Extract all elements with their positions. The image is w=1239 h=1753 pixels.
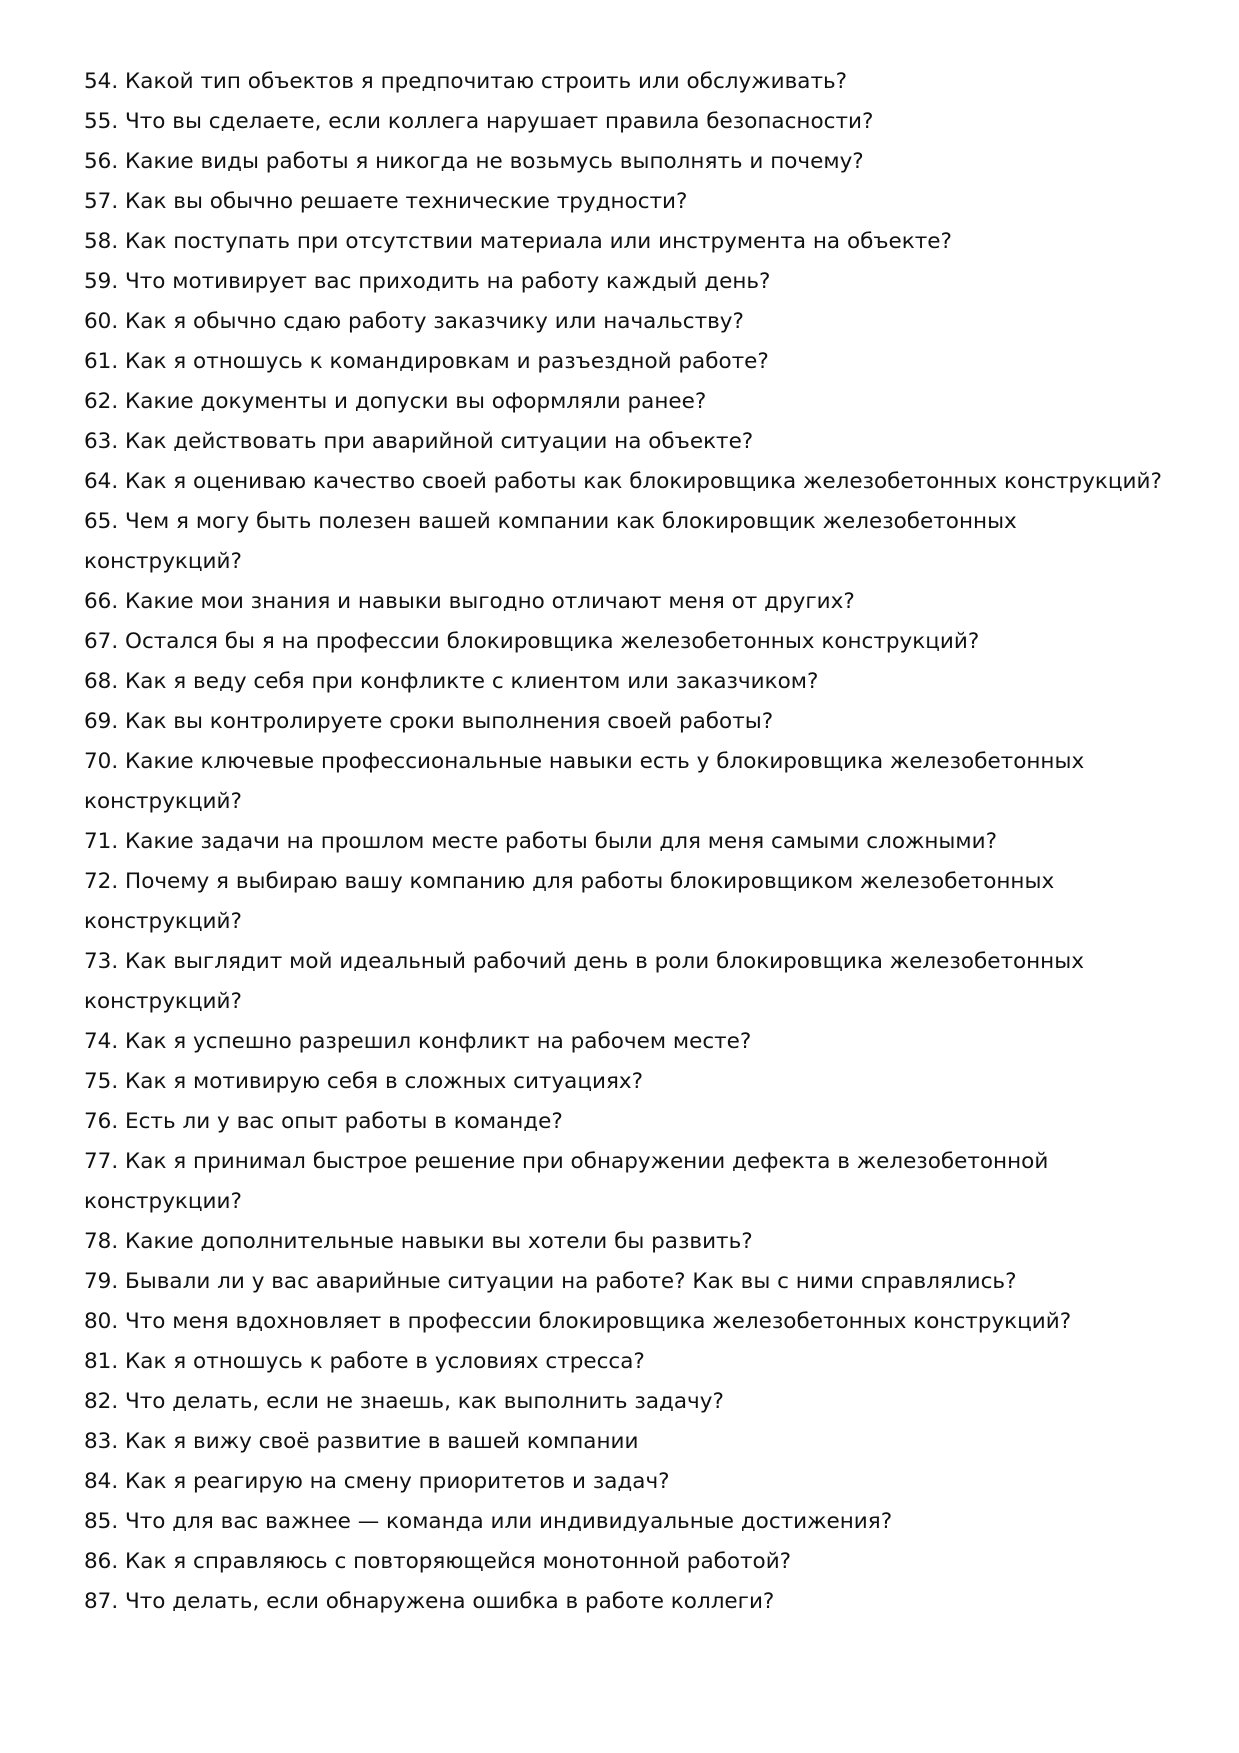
question-item: 55. Что вы сделаете, если коллега нарушает правила безопасности? bbox=[84, 109, 874, 134]
question-item: 83. Как я вижу своё развитие в вашей компании bbox=[84, 1429, 639, 1454]
question-item: 76. Есть ли у вас опыт работы в команде? bbox=[84, 1109, 563, 1134]
question-item: 78. Какие дополнительные навыки вы хотели бы развить? bbox=[84, 1229, 753, 1254]
question-item: 68. Как я веду себя при конфликте с клиентом или заказчиком? bbox=[84, 669, 819, 694]
question-item: 64. Как я оцениваю качество своей работы как блокировщика железобетонных конструкций? bbox=[84, 469, 1162, 494]
question-item: 75. Как я мотивирую себя в сложных ситуациях? bbox=[84, 1069, 644, 1094]
question-item: 69. Как вы контролируете сроки выполнения своей работы? bbox=[84, 709, 774, 734]
question-item: 67. Остался бы я на профессии блокировщика железобетонных конструкций? bbox=[84, 629, 980, 654]
question-item: 77. Как я принимал быстрое решение при обнаружении дефекта в железобетонной конструкции? bbox=[84, 1149, 1049, 1214]
question-item: 80. Что меня вдохновляет в профессии блокировщика железобетонных конструкций? bbox=[84, 1309, 1072, 1334]
question-item: 86. Как я справляюсь с повторяющейся монотонной работой? bbox=[84, 1549, 792, 1574]
question-item: 79. Бывали ли у вас аварийные ситуации на работе? Как вы с ними справлялись? bbox=[84, 1269, 1017, 1294]
question-item: 71. Какие задачи на прошлом месте работы были для меня самыми сложными? bbox=[84, 829, 997, 854]
question-item: 63. Как действовать при аварийной ситуации на объекте? bbox=[84, 429, 754, 454]
question-item: 84. Как я реагирую на смену приоритетов и задач? bbox=[84, 1469, 670, 1494]
question-list bbox=[84, 62, 1164, 1622]
question-item: 74. Как я успешно разрешил конфликт на рабочем месте? bbox=[84, 1029, 752, 1054]
question-item: 57. Как вы обычно решаете технические трудности? bbox=[84, 189, 688, 214]
question-item: 70. Какие ключевые профессиональные навыки есть у блокировщика железобетонных конструкций? bbox=[84, 749, 1085, 814]
question-item: 82. Что делать, если не знаешь, как выполнить задачу? bbox=[84, 1389, 724, 1414]
question-item: 61. Как я отношусь к командировкам и разъездной работе? bbox=[84, 349, 769, 374]
question-item: 81. Как я отношусь к работе в условиях стресса? bbox=[84, 1349, 645, 1374]
question-item: 72. Почему я выбираю вашу компанию для работы блокировщиком железобетонных конструкций? bbox=[84, 869, 1055, 934]
question-item: 54. Какой тип объектов я предпочитаю строить или обслуживать? bbox=[84, 69, 848, 94]
question-item: 73. Как выглядит мой идеальный рабочий день в роли блокировщика железобетонных конструкций? bbox=[84, 949, 1084, 1014]
question-item: 85. Что для вас важнее — команда или индивидуальные достижения? bbox=[84, 1509, 893, 1534]
question-item: 66. Какие мои знания и навыки выгодно отличают меня от других? bbox=[84, 589, 855, 614]
question-item: 60. Как я обычно сдаю работу заказчику или начальству? bbox=[84, 309, 744, 334]
question-item: 58. Как поступать при отсутствии материала или инструмента на объекте? bbox=[84, 229, 952, 254]
question-item: 56. Какие виды работы я никогда не возьмусь выполнять и почему? bbox=[84, 149, 864, 174]
question-item: 87. Что делать, если обнаружена ошибка в работе коллеги? bbox=[84, 1589, 775, 1614]
question-item: 59. Что мотивирует вас приходить на работу каждый день? bbox=[84, 269, 771, 294]
question-item: 65. Чем я могу быть полезен вашей компании как блокировщик железобетонных конструкций? bbox=[84, 509, 1017, 574]
question-item: 62. Какие документы и допуски вы оформляли ранее? bbox=[84, 389, 707, 414]
